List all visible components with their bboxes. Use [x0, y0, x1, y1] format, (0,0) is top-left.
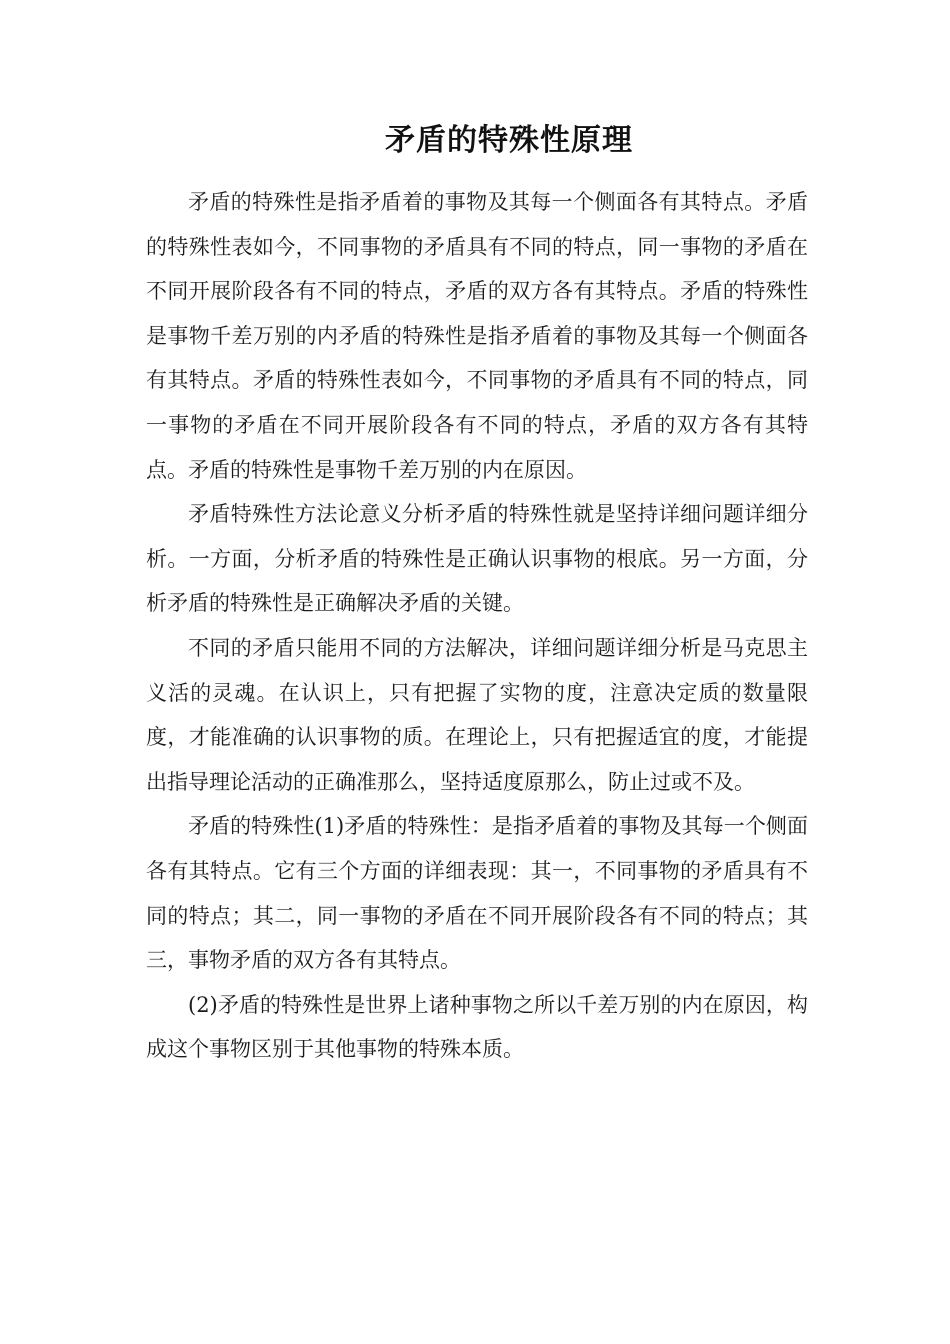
document-title: 矛盾的特殊性原理 [385, 123, 633, 158]
document-body [146, 180, 808, 1072]
paragraph: 矛盾特殊性方法论意义分析矛盾的特殊性就是坚持详细问题详细分析。一方面，分析矛盾的特殊性是正确认识事物的根底。另一方面，分析矛盾的特殊性是正确解决矛盾的关键。 [146, 502, 808, 616]
paragraph: 矛盾的特殊性(1)矛盾的特殊性：是指矛盾着的事物及其每一个侧面各有其特点。它有三个方面的详细表现：其一，不同事物的矛盾具有不同的特点；其二，同一事物的矛盾在不同开展阶段各有不同的特点；其三，事物矛盾的双方各有其特点。 [146, 814, 808, 973]
paragraph: 不同的矛盾只能用不同的方法解决，详细问题详细分析是马克思主义活的灵魂。在认识上，只有把握了实物的度，注意决定质的数量限度，才能准确的认识事物的质。在理论上，只有把握适宜的度，才能提出指导理论活动的正确准那么，坚持适度原那么，防止过或不及。 [146, 635, 808, 794]
paragraph: 矛盾的特殊性是指矛盾着的事物及其每一个侧面各有其特点。矛盾的特殊性表如今，不同事物的矛盾具有不同的特点，同一事物的矛盾在不同开展阶段各有不同的特点，矛盾的双方各有其特点。矛盾的特殊性是事物千差万别的内矛盾的特殊性是指矛盾着的事物及其每一个侧面各有其特点。矛盾的特殊性表如今，不同事物的矛盾具有不同的特点，同一事物的矛盾在不同开展阶段各有不同的特点，矛盾的双方各有其特点。矛盾的特殊性是事物千差万别的内在原因。 [146, 190, 808, 482]
paragraph: (2)矛盾的特殊性是世界上诸种事物之所以千差万别的内在原因，构成这个事物区别于其他事物的特殊本质。 [146, 992, 808, 1062]
